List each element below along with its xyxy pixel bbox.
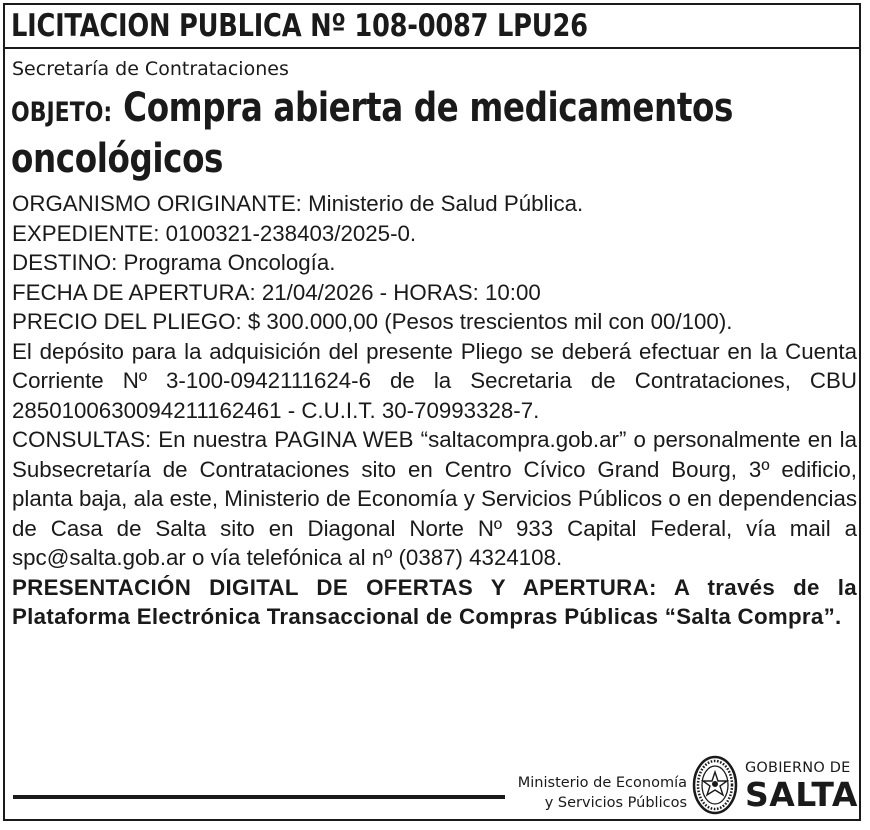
consultas-paragraph: CONSULTAS: En nuestra PAGINA WEB “saltacompra.gob.ar” o personalmente en la Subsecretaría de Contrataciones sito en Centro Cívico Grand Bourg, 3º edificio, planta baja, ala este, Ministerio de Economía y Servicios Públicos o en dependencias de Casa de Salta sito en Diagonal Norte Nº 933 Capital Federal, vía mail a spc@salta.gob.ar o vía telefónica al nº (0387) 4324108. xyxy=(12,427,857,570)
organismo-line: ORGANISMO ORIGINANTE: Ministerio de Salud Pública. xyxy=(12,191,584,216)
ministry-label xyxy=(511,773,687,813)
title-bar xyxy=(5,5,859,49)
expediente-line: EXPEDIENTE: 0100321-238403/2025-0. xyxy=(12,220,417,246)
fecha-line: FECHA DE APERTURA: 21/04/2026 - HORAS: 10:00 xyxy=(12,279,541,305)
deposito-paragraph: El depósito para la adquisición del presente Pliego se deberá efectuar en la Cuenta Corriente Nº 3-100-0942111624-6 de la Secretaria de Contrataciones, CBU 2850100630094211162461 - C.U.I.T. 30-70993328-7. xyxy=(12,338,857,423)
objeto-text: Compra abierta de medicamentos oncológicos xyxy=(11,85,734,182)
footer-divider xyxy=(13,795,505,799)
gov-line-2: SALTA xyxy=(745,775,858,814)
notice-body xyxy=(12,189,857,632)
presentacion-paragraph: PRESENTACIÓN DIGITAL DE OFERTAS Y APERTURA: A través de la Plataforma Electrónica Transaccional de Compras Públicas “Salta Compra”. xyxy=(12,574,857,629)
government-logo xyxy=(745,759,857,813)
gov-line-1: GOBIERNO DE xyxy=(745,760,851,776)
precio-paragraph: PRECIO DEL PLIEGO: $ 300.000,00 (Pesos trescientos mil con 00/100). xyxy=(12,309,733,334)
notice-frame xyxy=(3,3,861,821)
ministry-line-1: Ministerio de Economía xyxy=(517,775,687,791)
objeto-label: OBJETO: xyxy=(11,97,113,128)
page-title: LICITACION PUBLICA Nº 108-0087 LPU26 xyxy=(11,8,588,44)
destino-line: DESTINO: Programa Oncología. xyxy=(12,250,336,275)
subtitle: Secretaría de Contrataciones xyxy=(12,58,289,80)
provincial-seal-icon xyxy=(692,755,738,815)
ministry-line-2: y Servicios Públicos xyxy=(544,795,687,811)
objeto-heading xyxy=(11,85,850,182)
